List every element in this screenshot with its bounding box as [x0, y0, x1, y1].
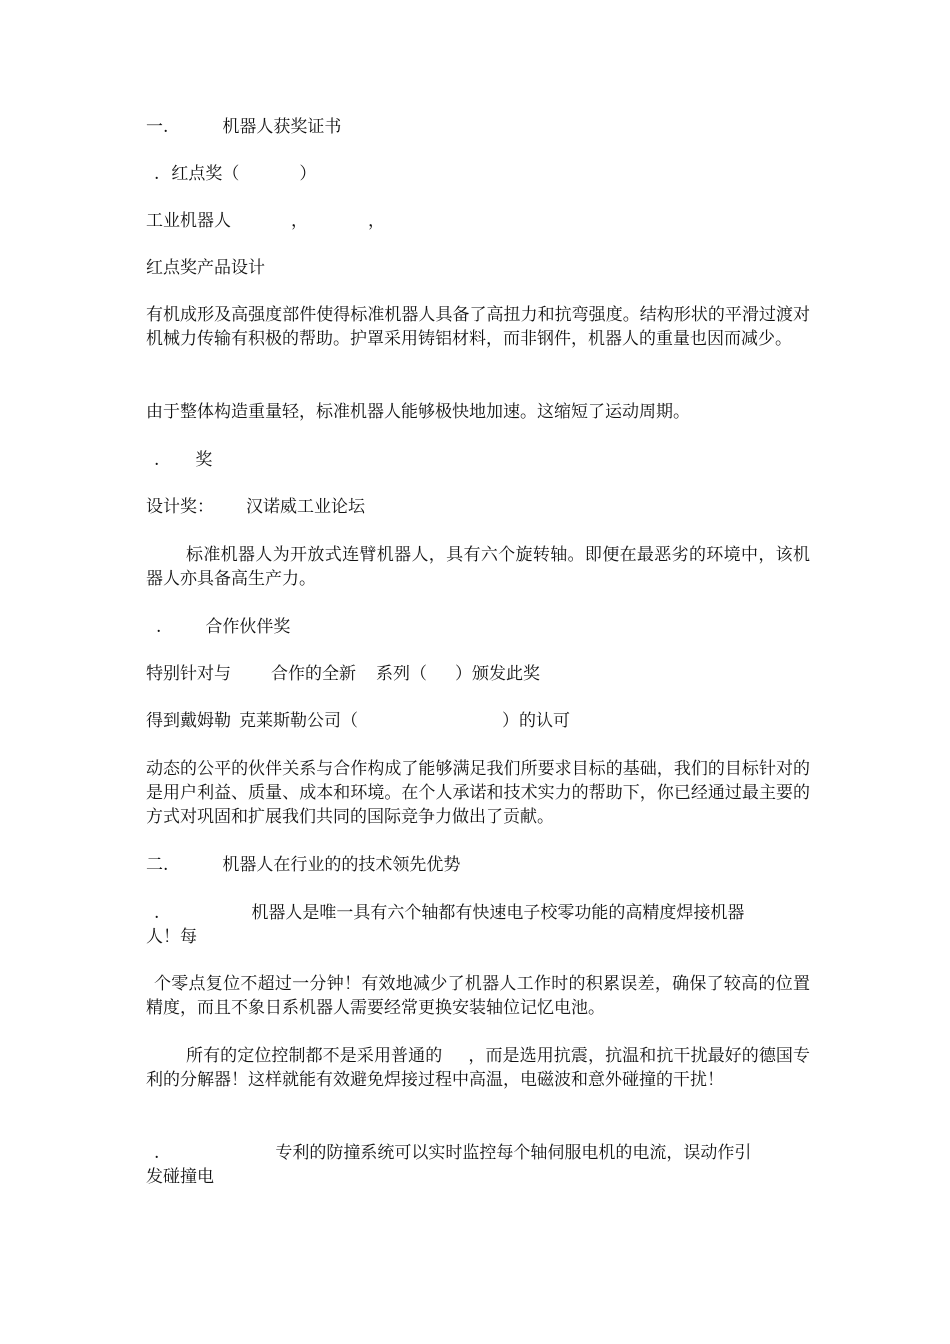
award-2-title: 奖	[195, 450, 213, 470]
partner-line-1-a: 特别针对与	[146, 664, 231, 684]
reddot-category: 红点奖产品设计	[146, 258, 265, 278]
partner-heading	[146, 615, 290, 639]
partner-line-1-b: 合作的全新	[271, 664, 356, 684]
reddot-product-line	[146, 209, 385, 233]
design-award-line	[146, 495, 365, 519]
advantage-paragraph-2-b: ，而是选用抗震，抗温和抗干扰最好的德国专利的分解器！这样就能有效避免焊接过程中高温，电磁波和意外碰撞的干扰！	[146, 1046, 811, 1090]
partner-line-2-a: 得到戴姆勒	[146, 711, 231, 731]
advantage-item-2-text: 专利的防撞系统可以实时监控每个轴伺服电机的电流，误动作引	[275, 1143, 752, 1163]
section-2-number: 二.	[146, 855, 169, 875]
design-award-forum: 汉诺威工业论坛	[246, 497, 365, 517]
advantage-paragraph-2-a: 所有的定位控制都不是采用普通的	[186, 1046, 443, 1066]
partner-line-2	[146, 709, 570, 733]
advantage-item-2	[146, 1141, 751, 1165]
partner-line-1-d: ）颁发此奖	[455, 664, 540, 684]
reddot-title: 红点奖（	[171, 164, 240, 184]
section-1-title: 机器人获奖证书	[222, 117, 342, 137]
partner-paragraph: 动态的公平的伙伴关系与合作构成了能够满足我们所要求目标的基础，我们的目标针对的是用户利益、质量、成本和环境。在个人承诺和技术实力的帮助下，你已经通过最主要的方式对巩固和扩展我们共同的国际竞争力做出了贡献。	[146, 759, 810, 827]
advantage-paragraph-2	[146, 1044, 810, 1092]
section-2-title: 机器人在行业的的技术领先优势	[222, 855, 461, 875]
reddot-paragraph-1: 有机成形及高强度部件使得标准机器人具备了高扭力和抗弯强度。结构形状的平滑过渡对机械力传输有积极的帮助。护罩采用铸铝材料，而非钢件，机器人的重量也因而减少。	[146, 305, 810, 349]
partner-line-1	[146, 662, 540, 686]
award-2-heading	[146, 448, 212, 472]
reddot-heading	[146, 162, 316, 186]
reddot-bullet: .	[154, 164, 160, 184]
reddot-product-name: 工业机器人	[146, 211, 231, 231]
partner-line-2-b: 克莱斯勒公司（	[239, 711, 358, 731]
advantage-paragraph-1: 个零点复位不超过一分钟！有效地减少了机器人工作时的积累误差，确保了较高的位置精度，而且不象日系机器人需要经常更换安装轴位记忆电池。	[146, 974, 810, 1018]
award-2-paragraph: 标准机器人为开放式连臂机器人，具有六个旋转轴。即便在最恶劣的环境中，该机器人亦具备高生产力。	[146, 545, 810, 589]
advantage-item-1	[146, 901, 744, 925]
partner-line-1-c: 系列（	[376, 664, 427, 684]
reddot-comma-1: ，	[291, 211, 308, 231]
reddot-comma-2: ，	[368, 211, 385, 231]
advantage-item-1-bullet: .	[154, 903, 160, 923]
section-1-heading	[146, 115, 341, 139]
advantage-item-1-text: 机器人是唯一具有六个轴都有快速电子校零功能的高精度焊接机器	[251, 903, 745, 923]
reddot-paragraph-2: 由于整体构造重量轻，标准机器人能够极快地加速。这缩短了运动周期。	[146, 402, 690, 422]
advantage-item-1-continuation: 人！每	[146, 927, 197, 947]
partner-title: 合作伙伴奖	[205, 617, 291, 637]
award-2-bullet: .	[154, 450, 160, 470]
design-award-label: 设计奖：	[146, 497, 214, 517]
advantage-item-2-continuation: 发碰撞电	[146, 1167, 214, 1187]
reddot-close-paren: ）	[299, 164, 317, 184]
section-1-number: 一.	[146, 117, 169, 137]
section-2-heading	[146, 853, 460, 877]
partner-line-2-c: ）的认可	[502, 711, 570, 731]
partner-bullet: .	[156, 617, 162, 637]
advantage-item-2-bullet: .	[154, 1143, 160, 1163]
